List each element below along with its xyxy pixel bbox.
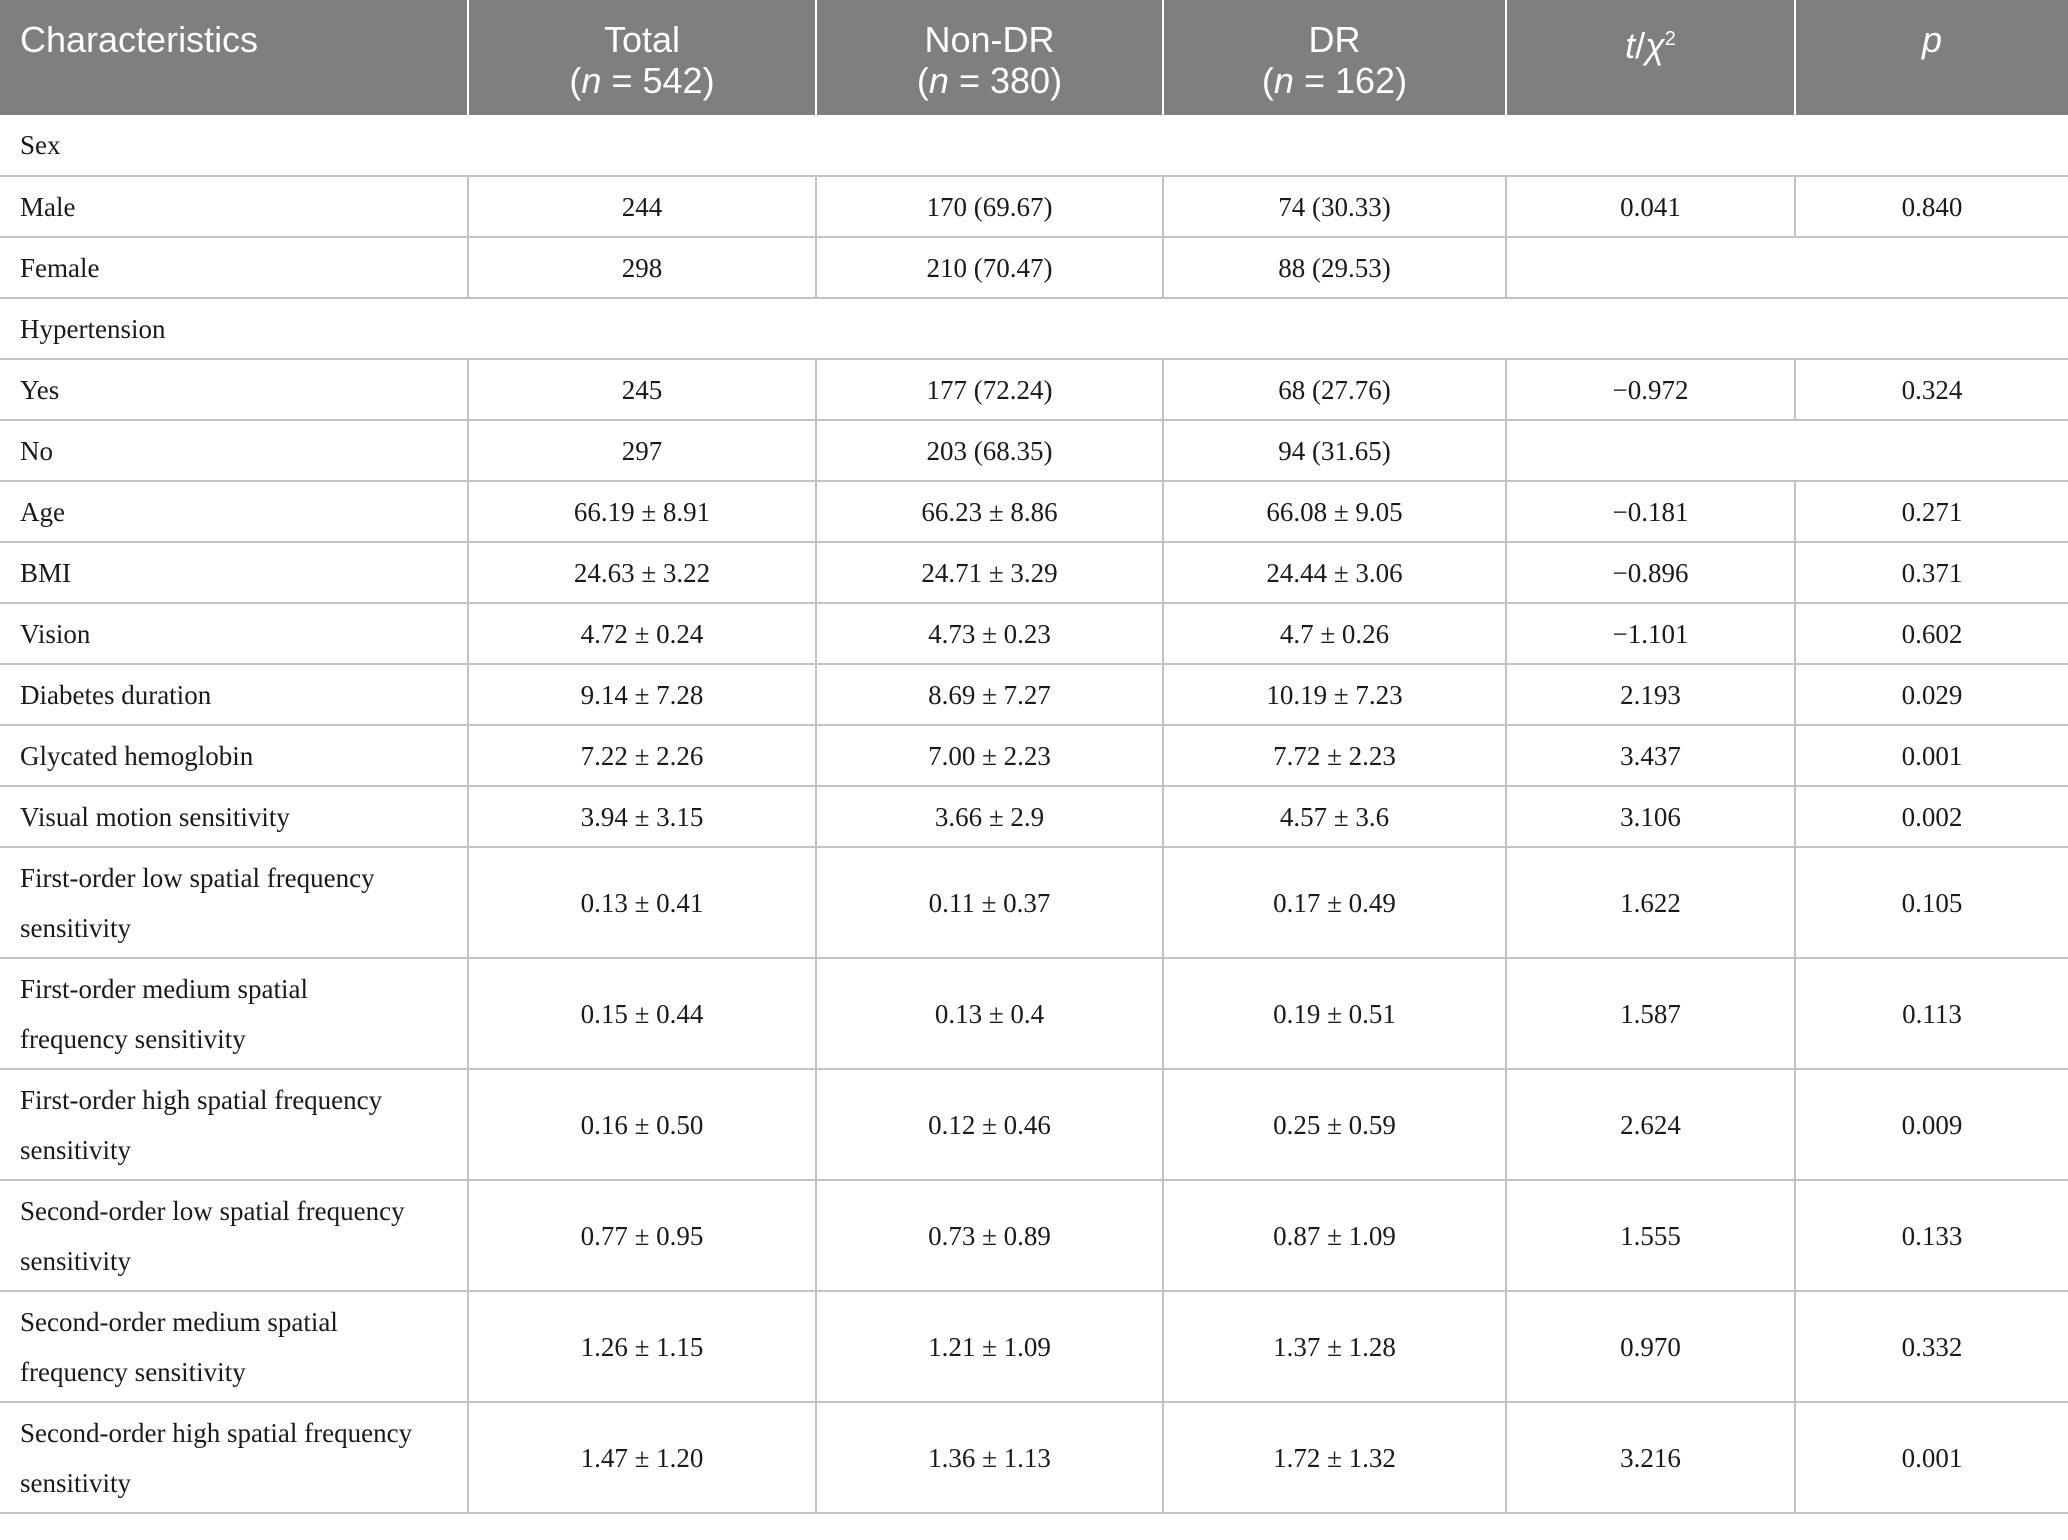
cell-dr: 10.19 ± 7.23 — [1163, 664, 1506, 725]
cell-p-value: 0.271 — [1795, 481, 2068, 542]
table-row — [0, 603, 2068, 664]
table-row — [0, 237, 2068, 298]
cell-total: 66.19 ± 8.91 — [468, 481, 816, 542]
row-label: Age — [0, 481, 468, 542]
cell-dr: 1.72 ± 1.32 — [1163, 1402, 1506, 1513]
cell-statistic: −1.101 — [1506, 603, 1795, 664]
section-label: Sex — [0, 115, 2068, 176]
header-non-dr: Non-DR (n = 380) — [816, 0, 1163, 115]
header-statistic: $t/\chi^2$ — [1506, 0, 1795, 115]
section-row — [0, 298, 2068, 359]
cell-non-dr: 177 (72.24) — [816, 359, 1163, 420]
table-row — [0, 1069, 2068, 1180]
cell-statistic: 1.587 — [1506, 958, 1795, 1069]
header-characteristics: Characteristics — [0, 0, 468, 115]
table-row — [0, 725, 2068, 786]
row-label: First-order low spatial frequency sensitivity — [0, 847, 468, 958]
cell-total: 0.16 ± 0.50 — [468, 1069, 816, 1180]
cell-p-value: 0.602 — [1795, 603, 2068, 664]
row-label: Female — [0, 237, 468, 298]
cell-total: 245 — [468, 359, 816, 420]
cell-dr: 7.72 ± 2.23 — [1163, 725, 1506, 786]
cell-non-dr: 1.36 ± 1.13 — [816, 1402, 1163, 1513]
cell-p-value: 0.371 — [1795, 542, 2068, 603]
cell-total: 9.14 ± 7.28 — [468, 664, 816, 725]
cell-dr: 4.7 ± 0.26 — [1163, 603, 1506, 664]
cell-dr: 94 (31.65) — [1163, 420, 1506, 481]
cell-statistic: −0.181 — [1506, 481, 1795, 542]
header-dr: DR (n = 162) — [1163, 0, 1506, 115]
cell-p-value: 0.324 — [1795, 359, 2068, 420]
table-row — [0, 1291, 2068, 1402]
cell-total: 1.26 ± 1.15 — [468, 1291, 816, 1402]
row-label: First-order high spatial frequency sensitivity — [0, 1069, 468, 1180]
cell-statistic: 3.437 — [1506, 725, 1795, 786]
cell-total: 0.13 ± 0.41 — [468, 847, 816, 958]
row-label: Visual motion sensitivity — [0, 786, 468, 847]
cell-statistic: −0.896 — [1506, 542, 1795, 603]
cell-dr: 1.37 ± 1.28 — [1163, 1291, 1506, 1402]
cell-p-value: 0.009 — [1795, 1069, 2068, 1180]
cell-dr: 68 (27.76) — [1163, 359, 1506, 420]
row-label: BMI — [0, 542, 468, 603]
cell-non-dr: 0.13 ± 0.4 — [816, 958, 1163, 1069]
cell-p-value: 0.002 — [1795, 786, 2068, 847]
row-label: First-order medium spatial frequency sensitivity — [0, 958, 468, 1069]
cell-empty — [1506, 420, 2068, 481]
table-row — [0, 481, 2068, 542]
table-row — [0, 786, 2068, 847]
table-row — [0, 847, 2068, 958]
cell-dr: 88 (29.53) — [1163, 237, 1506, 298]
header-p-value: p — [1795, 0, 2068, 115]
row-label: Male — [0, 176, 468, 237]
cell-non-dr: 0.11 ± 0.37 — [816, 847, 1163, 958]
cell-non-dr: 1.21 ± 1.09 — [816, 1291, 1163, 1402]
cell-non-dr: 7.00 ± 2.23 — [816, 725, 1163, 786]
cell-non-dr: 24.71 ± 3.29 — [816, 542, 1163, 603]
cell-statistic: 3.216 — [1506, 1402, 1795, 1513]
cell-dr: 4.57 ± 3.6 — [1163, 786, 1506, 847]
cell-dr: 24.44 ± 3.06 — [1163, 542, 1506, 603]
cell-non-dr: 66.23 ± 8.86 — [816, 481, 1163, 542]
cell-statistic: 1.622 — [1506, 847, 1795, 958]
cell-non-dr: 203 (68.35) — [816, 420, 1163, 481]
cell-non-dr: 170 (69.67) — [816, 176, 1163, 237]
cell-statistic: 3.106 — [1506, 786, 1795, 847]
section-row — [0, 115, 2068, 176]
cell-total: 4.72 ± 0.24 — [468, 603, 816, 664]
row-label: Second-order high spatial frequency sensitivity — [0, 1402, 468, 1513]
cell-dr: 74 (30.33) — [1163, 176, 1506, 237]
row-label: Diabetes duration — [0, 664, 468, 725]
row-label: Glycated hemoglobin — [0, 725, 468, 786]
header-row — [0, 0, 2068, 115]
table-row — [0, 420, 2068, 481]
cell-dr: 0.25 ± 0.59 — [1163, 1069, 1506, 1180]
cell-statistic: 0.041 — [1506, 176, 1795, 237]
cell-empty — [1506, 237, 2068, 298]
cell-total: 0.77 ± 0.95 — [468, 1180, 816, 1291]
cell-statistic: 2.624 — [1506, 1069, 1795, 1180]
table-row — [0, 958, 2068, 1069]
cell-non-dr: 4.73 ± 0.23 — [816, 603, 1163, 664]
cell-dr: 0.19 ± 0.51 — [1163, 958, 1506, 1069]
table-row — [0, 1180, 2068, 1291]
cell-statistic: 0.970 — [1506, 1291, 1795, 1402]
row-label: No — [0, 420, 468, 481]
cell-dr: 66.08 ± 9.05 — [1163, 481, 1506, 542]
header-total: Total (n = 542) — [468, 0, 816, 115]
cell-total: 297 — [468, 420, 816, 481]
cell-non-dr: 0.73 ± 0.89 — [816, 1180, 1163, 1291]
cell-dr: 0.87 ± 1.09 — [1163, 1180, 1506, 1291]
row-label: Second-order low spatial frequency sensitivity — [0, 1180, 468, 1291]
row-label: Vision — [0, 603, 468, 664]
table-row — [0, 359, 2068, 420]
cell-p-value: 0.332 — [1795, 1291, 2068, 1402]
cell-statistic: 1.555 — [1506, 1180, 1795, 1291]
cell-total: 7.22 ± 2.26 — [468, 725, 816, 786]
cell-p-value: 0.133 — [1795, 1180, 2068, 1291]
section-label: Hypertension — [0, 298, 2068, 359]
row-label: Second-order medium spatial frequency sensitivity — [0, 1291, 468, 1402]
cell-non-dr: 3.66 ± 2.9 — [816, 786, 1163, 847]
table-row — [0, 542, 2068, 603]
table-row — [0, 664, 2068, 725]
cell-total: 0.15 ± 0.44 — [468, 958, 816, 1069]
cell-non-dr: 8.69 ± 7.27 — [816, 664, 1163, 725]
cell-p-value: 0.113 — [1795, 958, 2068, 1069]
cell-p-value: 0.001 — [1795, 1402, 2068, 1513]
cell-non-dr: 210 (70.47) — [816, 237, 1163, 298]
cell-p-value: 0.001 — [1795, 725, 2068, 786]
cell-p-value: 0.105 — [1795, 847, 2068, 958]
cell-dr: 0.17 ± 0.49 — [1163, 847, 1506, 958]
cell-p-value: 0.029 — [1795, 664, 2068, 725]
cell-total: 24.63 ± 3.22 — [468, 542, 816, 603]
cell-total: 3.94 ± 3.15 — [468, 786, 816, 847]
cell-total: 298 — [468, 237, 816, 298]
cell-non-dr: 0.12 ± 0.46 — [816, 1069, 1163, 1180]
table-row — [0, 1402, 2068, 1513]
row-label: Yes — [0, 359, 468, 420]
cell-total: 1.47 ± 1.20 — [468, 1402, 816, 1513]
table-row — [0, 176, 2068, 237]
cell-p-value: 0.840 — [1795, 176, 2068, 237]
cell-statistic: −0.972 — [1506, 359, 1795, 420]
cell-total: 244 — [468, 176, 816, 237]
cell-statistic: 2.193 — [1506, 664, 1795, 725]
